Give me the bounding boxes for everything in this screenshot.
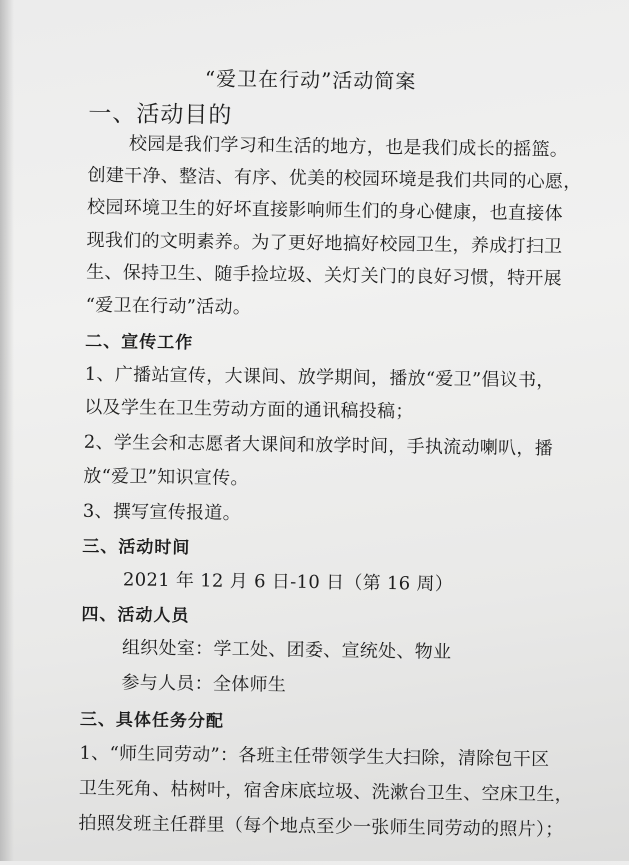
section1-heading: 一、活动目的 [88, 100, 233, 129]
section1-line: 现我们的文明素养。为了更好地搞好校园卫生，养成打扫卫 [86, 229, 563, 258]
section2-line: 3、撰写宣传报道。 [82, 500, 242, 524]
section5-line: 1、“师生同劳动”：各班主任带领学生大扫除，清除包干区 [79, 742, 550, 771]
section5-line: 卫生死角、枯树叶，宿舍床底垃圾、洗漱台卫生、空床卫生， [78, 777, 574, 806]
section2-line: 1、广播站宣传，大课间、放学期间，播放“爱卫”倡议书， [84, 363, 555, 392]
section2-line: 以及学生在卫生劳动方面的通讯稿投稿； [84, 396, 414, 423]
organizer-line: 组织处室：学工处、团委、宣统处、物业 [121, 637, 452, 663]
section2-line: 2、学生会和志愿者大课间和放学时间，手执流动喇叭，播 [83, 431, 554, 460]
participants-line: 参与人员：全体师生 [121, 672, 287, 696]
section1-line: 校园环境卫生的好坏直接影响师生们的身心健康，也直接体 [86, 196, 564, 225]
section1-line: 生、保持卫生、随手捡垃圾、关灯关门的良好习惯，特开展 [86, 261, 563, 290]
section3-heading: 三、活动时间 [82, 536, 191, 559]
section5-heading: 三、具体任务分配 [79, 709, 225, 732]
section5-line: 拍照发班主任群里（每个地点至少一张师生同劳动的照片）； [78, 812, 564, 841]
section1-line: 校园是我们学习和生活的地方，也是我们成长的摇篮。 [128, 133, 569, 161]
section1-line: “爱卫在行动”活动。 [85, 294, 252, 319]
activity-date: 2021 年 12 月 6 日-10 日（第 16 周） [122, 569, 454, 595]
section2-heading: 二、宣传工作 [85, 331, 194, 354]
section4-heading: 四、活动人员 [81, 604, 190, 627]
document-title: “爱卫在行动”活动简案 [204, 66, 417, 94]
section2-line: 放“爱卫”知识宣传。 [83, 465, 249, 490]
section1-line: 创建干净、整洁、有序、优美的校园环境是我们共同的心愿， [87, 164, 582, 193]
